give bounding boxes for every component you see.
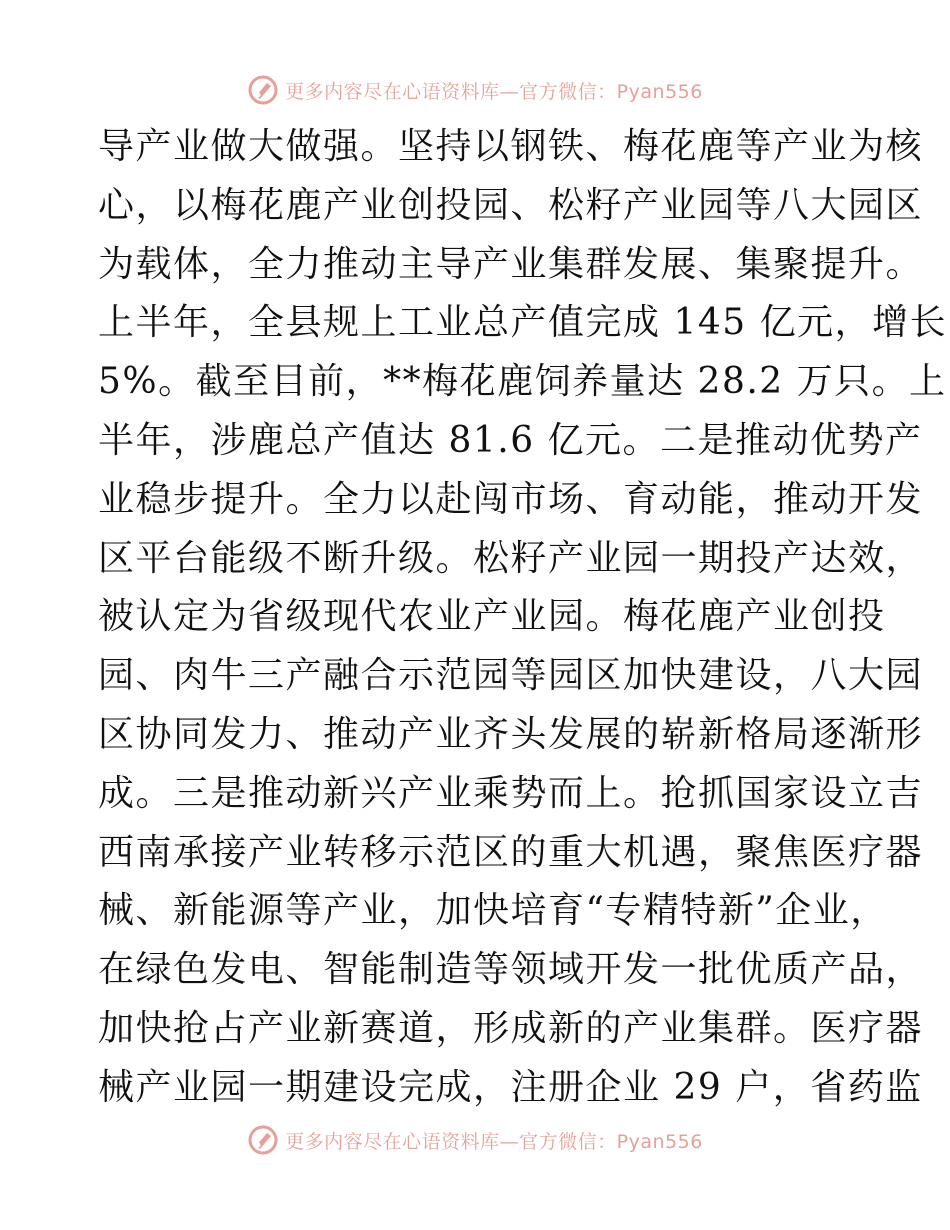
document-body: [98, 118, 948, 1118]
text-line: 西南承接产业转移示范区的重大机遇，聚焦医疗器: [98, 831, 924, 873]
logo-icon: [247, 74, 279, 106]
banner-contact-text: 官方微信：Pyan556: [519, 80, 703, 103]
text-line: 区协同发力、推动产业齐头发展的崭新格局逐渐形: [98, 713, 924, 755]
footer-banner: [0, 1123, 950, 1157]
text-line: 成。三是推动新兴产业乘势而上。抢抓国家设立吉: [98, 772, 924, 814]
text-line: 加快抢占产业新赛道，形成新的产业集群。医疗器: [98, 1007, 924, 1049]
text-line: 心，以梅花鹿产业创投园、松籽产业园等八大园区: [98, 184, 924, 226]
text-line: 在绿色发电、智能制造等领域开发一批优质产品，: [98, 949, 924, 991]
text-line: 园、肉牛三产融合示范园等园区加快建设，八大园: [98, 655, 924, 697]
text-line: 械、新能源等产业，加快培育“专精特新”企业，: [98, 890, 888, 932]
text-line: 械产业园一期建设完成，注册企业 29 户，省药监: [98, 1066, 923, 1108]
banner-main-text: 更多内容尽在心语资料库—: [285, 1130, 520, 1153]
text-line: 区平台能级不断升级。松籽产业园一期投产达效，: [98, 537, 924, 579]
text-line: 5%。截至目前，**梅花鹿饲养量达 28.2 万只。上: [98, 361, 947, 403]
text-line: 导产业做大做强。坚持以钢铁、梅花鹿等产业为核: [98, 126, 924, 167]
header-banner: [0, 73, 950, 107]
text-line: 半年，涉鹿总产值达 81.6 亿元。二是推动优势产: [98, 419, 923, 461]
text-line: 被认定为省级现代农业产业园。梅花鹿产业创投: [98, 596, 886, 638]
text-line: 上半年，全县规上工业总产值完成 145 亿元，增长: [98, 302, 948, 344]
text-line: 业稳步提升。全力以赴闯市场、育动能，推动开发: [98, 478, 924, 520]
banner-contact-text: 官方微信：Pyan556: [519, 1130, 703, 1153]
logo-icon: [247, 1124, 279, 1156]
banner-main-text: 更多内容尽在心语资料库—: [285, 80, 520, 103]
text-line: 为载体，全力推动主导产业集群发展、集聚提升。: [98, 243, 924, 285]
